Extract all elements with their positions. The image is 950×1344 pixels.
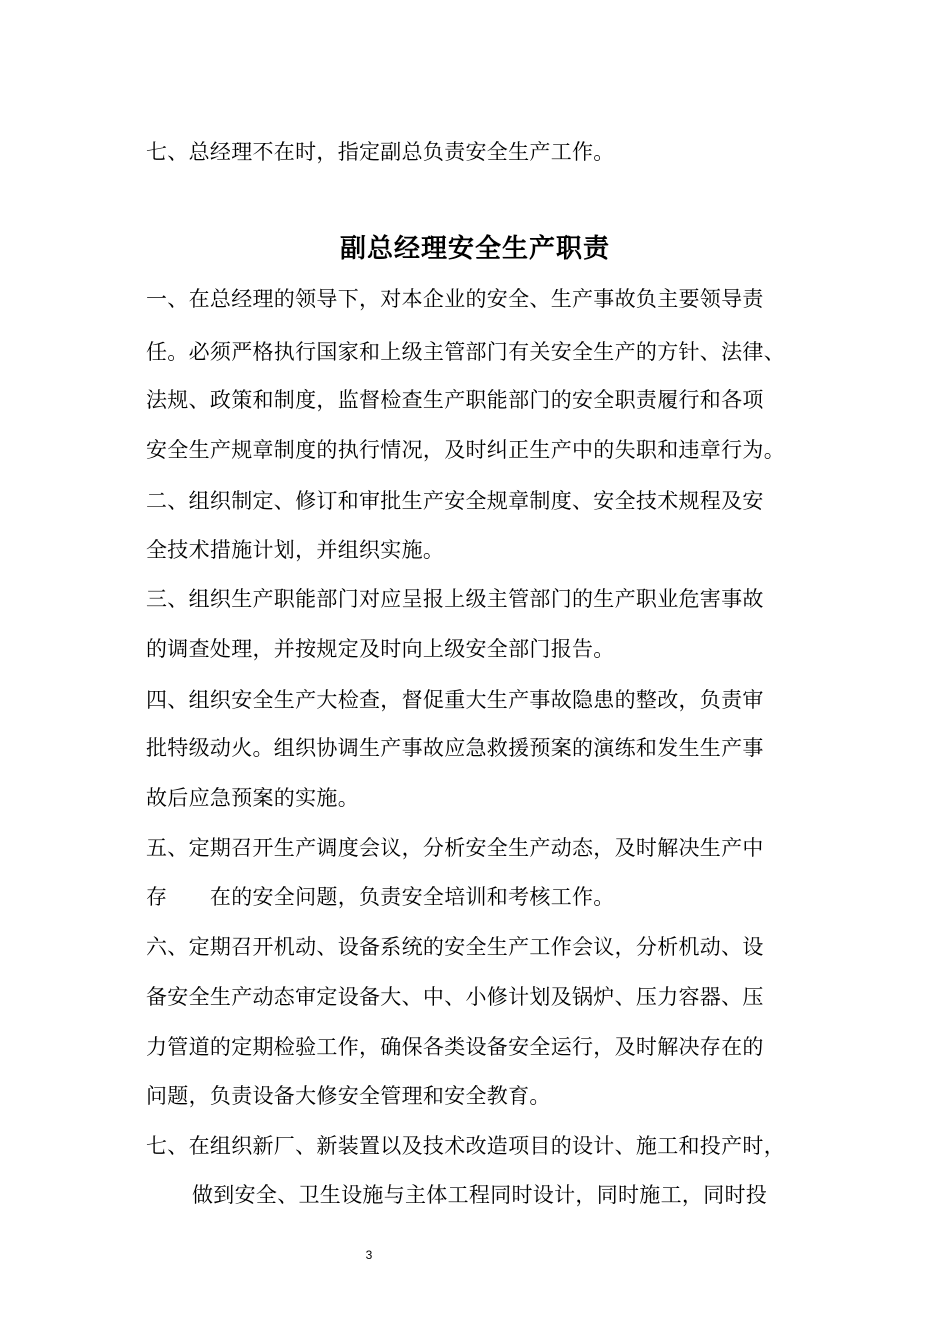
body-line: 四、组织安全生产大检查，督促重大生产事故隐患的整改，负责审 <box>146 688 764 712</box>
body-line: 问题，负责设备大修安全管理和安全教育。 <box>146 1084 551 1108</box>
body-line: 故后应急预案的实施。 <box>146 786 359 810</box>
body-line: 备安全生产动态审定设备大、中、小修计划及锅炉、压力容器、压 <box>146 985 764 1009</box>
body-line: 批特级动火。组织协调生产事故应急救援预案的演练和发生生产事 <box>146 736 764 760</box>
body-line: 全技术措施计划，并组织实施。 <box>146 538 445 562</box>
body-line: 五、定期召开生产调度会议，分析安全生产动态，及时解决生产中 <box>146 836 764 860</box>
body-line: 三、组织生产职能部门对应呈报上级主管部门的生产职业危害事故 <box>146 587 764 611</box>
body-line: 任。必须严格执行国家和上级主管部门有关安全生产的方针、法律、 <box>146 340 785 364</box>
body-line: 存 在的安全问题，负责安全培训和考核工作。 <box>146 885 615 909</box>
body-line: 力管道的定期检验工作，确保各类设备安全运行，及时解决存在的 <box>146 1035 764 1059</box>
page-number: 3 <box>365 1248 373 1262</box>
intro-line: 七、总经理不在时，指定副总负责安全生产工作。 <box>146 140 615 164</box>
body-line: 安全生产规章制度的执行情况，及时纠正生产中的失职和违章行为。 <box>146 438 785 462</box>
body-line: 六、定期召开机动、设备系统的安全生产工作会议，分析机动、设 <box>146 935 764 959</box>
section-title: 副总经理安全生产职责 <box>339 234 610 264</box>
body-line: 二、组织制定、修订和审批生产安全规章制度、安全技术规程及安 <box>146 489 764 513</box>
body-line: 做到安全、卫生设施与主体工程同时设计，同时施工，同时投 <box>192 1183 768 1207</box>
body-line: 一、在总经理的领导下，对本企业的安全、生产事故负主要领导责 <box>146 287 764 311</box>
body-line: 的调查处理，并按规定及时向上级安全部门报告。 <box>146 637 615 661</box>
body-line: 法规、政策和制度，监督检查生产职能部门的安全职责履行和各项 <box>146 388 764 412</box>
body-line: 七、在组织新厂、新装置以及技术改造项目的设计、施工和投产时， <box>146 1134 785 1158</box>
